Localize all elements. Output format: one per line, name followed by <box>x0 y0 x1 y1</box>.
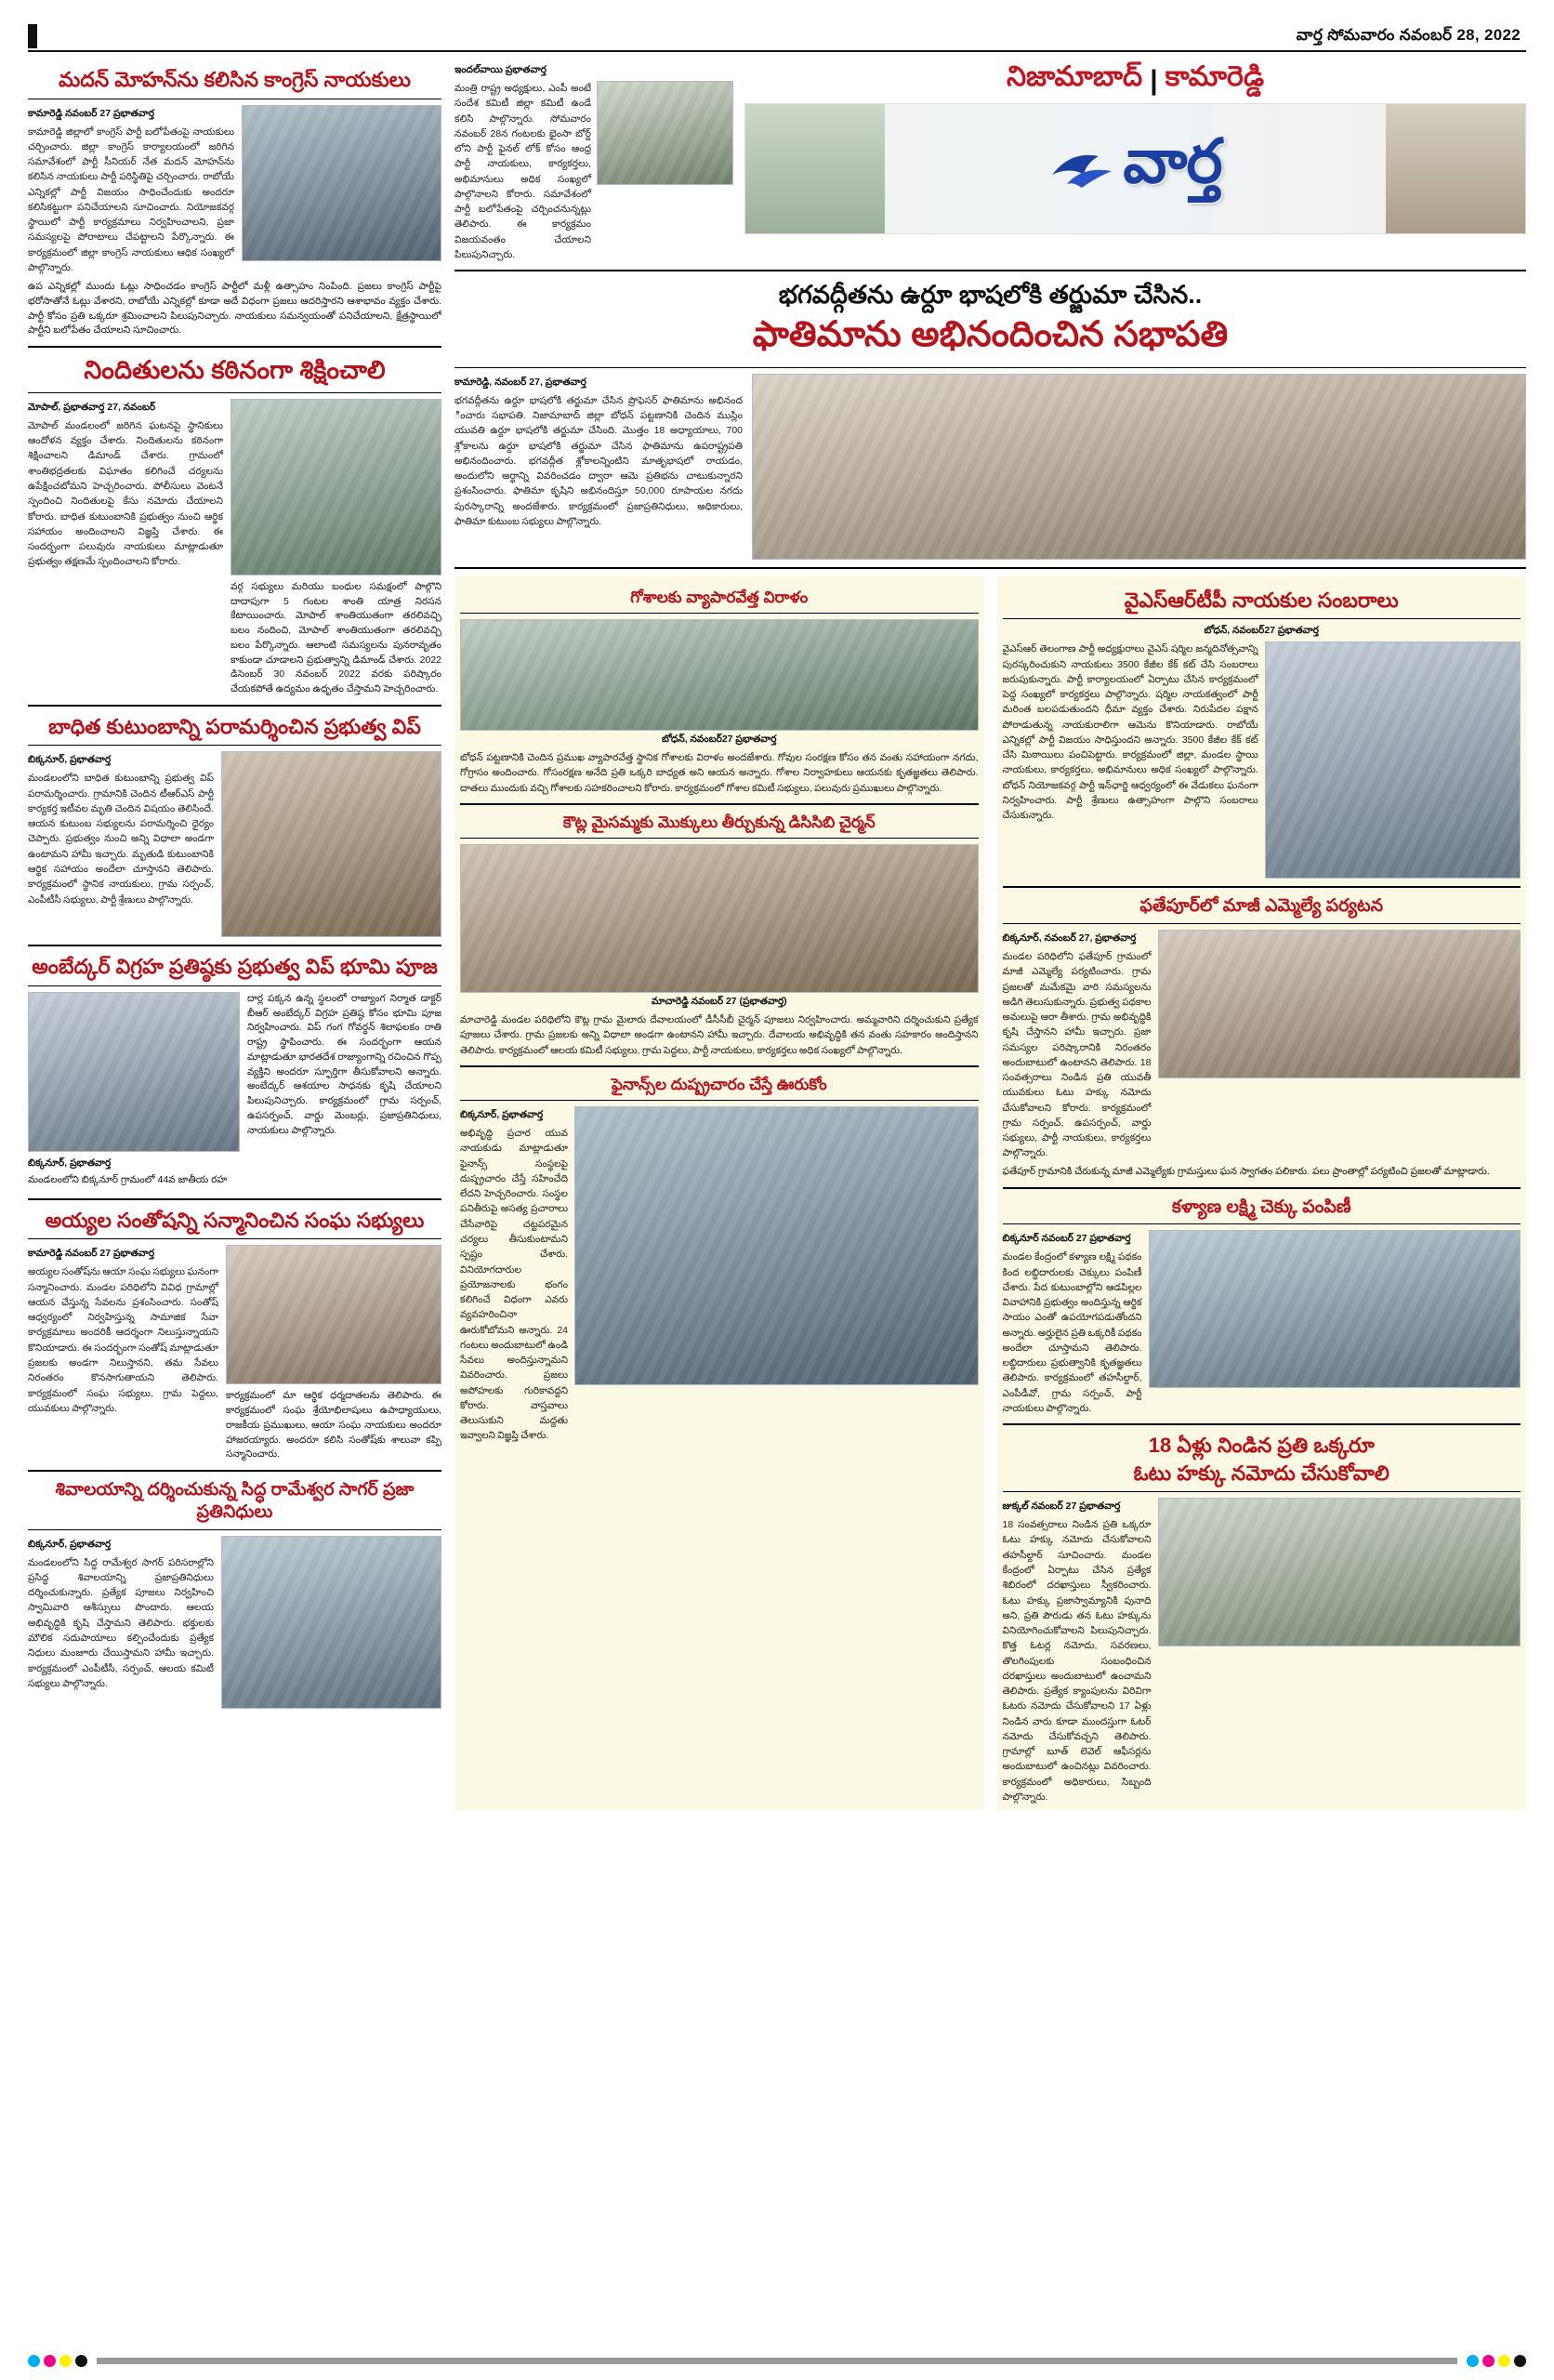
divider <box>28 705 441 707</box>
article-headline: వైఎస్ఆర్‌టీపీ నాయకుల సంబరాలు <box>1124 588 1399 612</box>
article-body: మోపాల్ మండలంలో జరిగిన ఘటనపై స్థానికులు ఆందోళన వ్యక్తం చేశారు. నిందితులను కఠినంగా శిక్షించాలని డిమాండ్ చేశారు. గ్రామంలో శాంతిభద్రతలకు విఘాతం కలిగించే చర్యలను ఉపేక్షించబోమని హెచ్చరించారు. పోలీసులు వెంటనే స్పందించి నిందితులపై కేసు నమోదు చేయాలని కోరారు. బాధిత కుటుంబానికి ప్రభుత్వం నుంచి ఆర్థిక సహాయం అందించాలని విజ్ఞప్తి చేశారు. ఈ సందర్భంగా పలువురు నాయకులు మాట్లాడుతూ ప్రభుత్వం తక్షణమే స్పందించాలని కోరారు. <box>28 419 223 568</box>
article-photo <box>460 619 979 731</box>
article-headline: ఫతేపూర్‌లో మాజీ ఎమ్మెల్యే పర్యటన <box>1139 896 1384 917</box>
article-body: మాచారెడ్డి మండల పరిధిలోని కౌట్ల గ్రామ మైలారు దేవాలయంలో డీసీసీబీ చైర్మన్ పూజలు నిర్వహించారు. అమ్మవారిని దర్శించుకుని ప్రత్యేక పూజలు చేశారు. గ్రామ ప్రజలకు అన్ని విధాలా అండగా ఉంటానని హామీ ఇచ్చారు. దేవాలయ అభివృద్ధికి తన వంతు సహకారం అందిస్తానని తెలిపారు. కార్యక్రమంలో ఆలయ కమిటీ సభ్యులు, గ్రామ పెద్దలు, పార్టీ నాయకులు, కార్యకర్తలు అధిక సంఖ్యలో పాల్గొన్నారు. <box>460 1014 979 1056</box>
edition-separator: | <box>1150 64 1158 96</box>
article-headline: బాధిత కుటుంబాన్ని పరామర్శించిన ప్రభుత్వ విప్ <box>48 714 421 738</box>
story-photo <box>597 81 733 185</box>
center-lower-column <box>454 576 984 1810</box>
article-ambedkar-bhoomi-puja <box>28 954 441 1191</box>
article-caption: కార్యక్రమంలో మా ఆర్థిక ధర్మదాతలను తెలిపారు. ఈ కార్యక్రమంలో సంఘ శ్రేయోభిలాషులు ఉపాధ్యాయులు, రాజకీయ ప్రముఖులు, ఆయా సంఘ నాయకులు అందరూ హాజరయ్యారు. అందరూ కలిసి సంతోష్‌కు శాలువా కప్పి సన్మానించారు. <box>226 1390 441 1461</box>
article-headline: గోశాలకు వ్యాపారవేత్త విరాళం <box>630 588 809 606</box>
article-byline: కామారెడ్డి నవంబర్ 27 ప్రభాతవార్త <box>28 1248 155 1260</box>
article-body: మండలంలోని సిద్ధ రామేశ్వర సాగర్ పరిసరాల్లోని ప్రసిద్ధ శివాలయాన్ని ప్రజాప్రతినిధులు దర్శించుకున్నారు. ప్రత్యేక పూజలు నిర్వహించి స్వామివారి ఆశీస్సులు పొందారు. ఆలయ అభివృద్ధికి కృషి చేస్తామని తెలిపారు. భక్తులకు మౌలిక సదుపాయాలు కల్పించేందుకు ప్రత్యేక నిధులు మంజూరు చేయిస్తామని హామీ ఇచ్చారు. కార్యక్రమంలో ఎంపీటీసీ, సర్పంచ్, ఆలయ కమిటీ సభ్యులు పాల్గొన్నారు. <box>28 1556 214 1689</box>
article-byline: మోపాల్, ప్రభాతవార్త 27, నవంబర్ <box>28 401 156 413</box>
color-dot-black <box>1514 2355 1526 2367</box>
article-headline: కౌట్ల మైసమ్మకు మొక్కులు తీర్చుకున్న డిసిసిబి చైర్మన్ <box>562 813 876 831</box>
article-photo <box>28 992 240 1152</box>
article-byline: బిక్కనూర్, ప్రభాతవార్త <box>28 1538 112 1550</box>
edition-left: నిజామాబాద్ <box>1006 61 1143 92</box>
article-finance <box>460 1075 979 1444</box>
article-headline: ఫైనాన్స్‌ల దుష్ప్రచారం చేస్తే ఊరుకోం <box>611 1075 827 1093</box>
feature-photo <box>752 374 1526 560</box>
divider <box>460 613 979 614</box>
article-ysrtp <box>1003 588 1521 879</box>
masthead-edition <box>744 61 1526 99</box>
divider <box>454 367 1526 368</box>
footer-dots-left <box>28 2355 87 2367</box>
article-headline-line1: 18 ఏళ్లు నిండిన ప్రతి ఒక్కరూ <box>1148 1434 1375 1458</box>
article-byline: బిక్కనూర్ నవంబర్ 27 ప్రభాతవార్త <box>1002 1233 1131 1245</box>
article-byline: బిక్కనూర్, నవంబర్ 27, ప్రభాతవార్త <box>1002 932 1137 945</box>
color-dot-magenta <box>44 2355 56 2367</box>
article-body: 18 సంవత్సరాలు నిండిన ప్రతి ఒక్కరూ ఓటు హక్కు నమోదు చేసుకోవాలని తహసీల్దార్ సూచించారు. మండల కేంద్రంలో ఏర్పాటు చేసిన ప్రత్యేక శిబిరంలో దరఖాస్తులు స్వీకరించారు. ఓటు హక్కు ప్రజాస్వామ్యానికి పునాది అని, ప్రతి పౌరుడు తన ఓటు హక్కును వినియోగించుకోవాలని పిలుపునిచ్చారు. కొత్త ఓటర్ల నమోదు, సవరణలు, తొలగింపులకు సంబంధించిన దరఖాస్తులు అందుబాటులో ఉంచామని తెలిపారు. ప్రత్యేక క్యాంపులను విరివిగా ఓటరు నమోదు చేసుకోవాలని 17 ఏళ్లు నిండిన వారు కూడా ముందస్తుగా ఓటర్ నమోదు చేసుకోవచ్చని తెలిపారు. గ్రామాల్లో బూత్ లెవెల్ ఆఫీసర్లను అందుబాటులో ఉంచినట్లు వివరించారు. కార్యక్రమంలో అధికారులు, సిబ్బంది పాల్గొన్నారు. <box>1002 1519 1152 1803</box>
footer-registration-bar <box>28 2350 1526 2371</box>
article-photo <box>1149 1230 1521 1388</box>
divider <box>28 1198 441 1200</box>
page-grid <box>28 61 1526 1810</box>
article-badhitha-kutumbam <box>28 714 441 938</box>
feature-headline-line1: భగవద్గీతను ఉర్దూ భాషలోకి తర్జుమా చేసిన.. <box>778 281 1203 310</box>
feature-body: భగవద్గీతను ఉర్దూ భాషలోకి తర్జుమా చేసిన ప్రొఫెసర్ ఫాతిమాను అభినంద ించారు సభాపతి. నిజామాబాద్ జిల్లా బోధన్ పట్టణానికి చెందిన ముస్లిం యువతి ఉర్దూ భాషలోకి తర్జుమా చేసింది. మొత్తం 18 అధ్యాయాలు, 700 శ్లోకాలను ఉర్దూ భాషలోకి తర్జుమా చేసిన ఫాతిమాను ఉపరాష్ట్రపతి అభినందించారు. భగవద్గీత శ్లోకాలన్నింటిని మాతృభాషలో రాయడం, అందులోని అర్థాన్ని వివరించడం ద్వారా ఆమె ప్రతిభను చాటుకున్నారని ప్రశంసించారు. ఫాతిమా కృషిని అభినందిస్తూ 50,000 రూపాయల నగదు పురస్కారాన్ని అందజేశారు. కార్యక్రమంలో ప్రజాప్రతినిధులు, అధికారులు, ఫాతిమా కుటుంబ సభ్యులు పాల్గొన్నారు. <box>454 394 743 527</box>
right-lower-column <box>997 576 1527 1810</box>
divider <box>28 985 441 986</box>
color-dot-black <box>75 2355 87 2367</box>
masthead <box>744 61 1526 234</box>
article-byline: బిక్కనూర్, ప్రభాతవార్త <box>460 1109 544 1121</box>
temple-left-image <box>745 104 885 233</box>
indalwai-story <box>454 61 733 262</box>
feature-byline: కామారెడ్డి, నవంబర్ 27, ప్రభాతవార్త <box>454 376 586 388</box>
color-dot-cyan <box>28 2355 40 2367</box>
article-byline: బిక్కనూర్, ప్రభాతవార్త <box>28 1157 112 1169</box>
article-byline: బిక్కనూర్, ప్రభాతవార్త <box>28 754 112 766</box>
article-fathepur <box>1003 895 1521 1179</box>
article-byline: బోధన్, నవంబర్27 ప్రభాతవార్త <box>1204 625 1320 637</box>
article-headline: శివాలయాన్ని దర్శించుకున్న సిద్ధ రామేశ్వర సాగర్ ప్రజా ప్రతినిధులు <box>55 1480 415 1522</box>
divider <box>28 392 441 393</box>
article-photo <box>1158 1498 1521 1646</box>
article-photo <box>242 105 441 261</box>
article-headline: అయ్యల సంతోషన్ని సన్మానించిన సంఘ సభ్యులు <box>45 1208 425 1232</box>
divider <box>460 838 979 839</box>
article-body: వైఎస్ఆర్ తెలంగాణ పార్టీ అధ్యక్షురాలు వైఎస్ షర్మిల జన్మదినోత్సవాన్ని పురస్కరించుకుని నాయకులు 3500 కేజీల కేక్ కట్ చేసి సంబరాలు జరుపుకున్నారు. పార్టీ కార్యాలయంలో ఏర్పాటు చేసిన కార్యక్రమంలో పెద్ద సంఖ్యలో కార్యకర్తలు పాల్గొన్నారు. షర్మిల నాయకత్వంలో పార్టీ మరింత బలపడుతుందని ధీమా వ్యక్తం చేశారు. నిరుపేదల పక్షాన పోరాడుతున్న నాయకురాలిగా ఆమెను కొనియాడారు. రాబోయే ఎన్నికల్లో పార్టీ విజయం సాధిస్తుందని అన్నారు. 3500 కేజీల కేక్ కట్ చేసి మిఠాయిలు పంచిపెట్టారు. కార్యక్రమంలో జిల్లా, మండల స్థాయి నాయకులు, కార్యకర్తలు, అభిమానులు అధిక సంఖ్యలో పాల్గొన్నారు. బోధన్ నియోజకవర్గ పార్టీ ఇన్‌ఛార్జి ఆధ్వర్యంలో ఈ వేడుకలు ఘనంగా నిర్వహించారు. పార్టీ శ్రేణులు ఉత్సాహంగా పాల్గొని సంబరాలు చేసుకున్నారు. <box>1002 643 1258 822</box>
article-koutla <box>460 813 979 1058</box>
article-photo <box>574 1106 979 1385</box>
temple-right-image <box>1386 104 1525 233</box>
article-body: మండలంలోని బాధిత కుటుంబాన్ని ప్రభుత్వ విప్ పరామర్శించారు. గ్రామానికి చెందిన టీఆర్ఎస్ పార్టీ కార్యకర్త ఇటీవల మృతి చెందిన విషయం తెలిసిందే. ఆయన కుటుంబ సభ్యులను పరామర్శించి ధైర్యం చెప్పారు. ప్రభుత్వం నుంచి అన్ని విధాలా అండగా ఉంటామని హామీ ఇచ్చారు. మృతుడి కుటుంబానికి ఆర్థిక సహాయం అందేలా చూస్తానని తెలిపారు. కార్యక్రమంలో స్థానిక నాయకులు, గ్రామ సర్పంచ్, ఎంపీటీసీ సభ్యులు, పార్టీ శ్రేణులు పాల్గొన్నారు. <box>28 773 214 906</box>
article-headline: మదన్ మోహన్‌ను కలిసిన కాంగ్రెస్ నాయకులు <box>58 68 411 91</box>
article-byline: జుక్కల్ నవంబర్ 27 ప్రభాతవార్త <box>1002 1501 1121 1513</box>
story-byline: ఇందల్‌వాయి ప్రభాతవార్త <box>454 64 547 75</box>
article-kalyana-lakshmi <box>1003 1197 1521 1417</box>
color-dot-yellow <box>1498 2355 1510 2367</box>
edition-right: కామారెడ్డి <box>1165 61 1265 92</box>
divider <box>1003 1491 1521 1492</box>
bird-logo-icon <box>1048 147 1117 192</box>
divider <box>1003 1187 1521 1189</box>
article-photo <box>1265 641 1521 879</box>
divider <box>28 745 441 746</box>
page-topbar <box>28 20 1526 52</box>
footer-dots-right <box>1467 2355 1526 2367</box>
divider <box>460 1065 979 1067</box>
article-body: కామారెడ్డి జిల్లాలో కాంగ్రెస్ పార్టీ బలోపేతంపై నాయకులు చర్చించారు. జిల్లా కాంగ్రెస్ కార్యాలయంలో జరిగిన సమావేశంలో పార్టీ సీనియర్ నేత మదన్ మోహన్‌ను కలిసిన నాయకులు పార్టీ పరిస్థితిపై చర్చించారు. రాబోయే ఎన్నికల్లో పార్టీ విజయం సాధించేందుకు అందరూ కలిసికట్టుగా పనిచేయాలని సూచించారు. నియోజకవర్గ స్థాయిలో పార్టీ కార్యక్రమాలు నిర్వహించాలని, ప్రజా సమస్యలపై పోరాటాలు చేపట్టాలని పేర్కొన్నారు. ఈ కార్యక్రమంలో జిల్లా కాంగ్రెస్ నాయకులు ఆధిక సంఖ్యలో పాల్గొన్నారు. <box>28 126 234 273</box>
divider <box>28 945 441 946</box>
article-photo <box>221 1536 441 1709</box>
dateline: వార్త సోమవారం నవంబర్ 28, 2022 <box>1296 26 1521 44</box>
article-nindithulanu <box>28 355 441 697</box>
article-headline: అంబేద్కర్ విగ్రహ ప్రతిష్ఠకు ప్రభుత్వ విప్ భూమి పూజ <box>32 955 438 979</box>
article-photo <box>226 1245 441 1384</box>
article-photo <box>460 844 979 993</box>
article-body: బోధన్ పట్టణానికి చెందిన ప్రముఖ వ్యాపారవేత్త స్థానిక గోశాలకు విరాళం అందజేశారు. గోవుల సంరక్షణ కోసం తన వంతు సహాయంగా నగదు, గోగ్రాసం అందించారు. గోసంరక్షణ అనేది ప్రతి ఒక్కరి బాధ్యత అని ఆయన అన్నారు. గోశాల నిర్వాహకులు ఆయనకు కృతజ్ఞతలు తెలిపారు. దాతలు ముందుకు వచ్చి గోశాలకు సహకరించాలని కోరారు. కార్యక్రమంలో గోశాల కమిటీ సభ్యులు, పలువురు ప్రముఖులు పాల్గొన్నారు. <box>460 752 979 794</box>
left-column <box>28 61 441 1810</box>
article-byline: మాచారెడ్డి నవంబర్ 27 (ప్రభాతవార్త) <box>651 996 787 1008</box>
story-body: మంత్రి రాష్ట్ర అధ్యక్షులు, ఎంపీ అంటే సందేశ కమిటీ జిల్లా కమిటీ ఉండే కలిసి పాల్గొన్నారు. సోమవారం నవంబర్ 28న గంటలకు భైంసా బోర్డ్ లోని పార్టీ ఫైనల్ లోక్ కోసం ఆంధ్ర పార్టీ నాయకులు, కార్యకర్తలు, అభిమానులు అధిక సంఖ్యలో పాల్గొనాలని కోరారు. సమావేశంలో పార్టీ బలోపేతంపై చర్చించనున్నట్లు తెలిపారు. ఈ కార్యక్రమం విజయవంతం చేయాలని పిలుపునిచ్చారు. <box>454 83 591 260</box>
article-byline: కామారెడ్డి నవంబర్ 27 ప్రభాతవార్త <box>28 107 155 119</box>
divider <box>28 1529 441 1530</box>
article-gosala <box>460 588 979 796</box>
article-ayyala-santhosh <box>28 1208 441 1462</box>
footer-rule <box>97 2358 1457 2364</box>
divider <box>28 1238 441 1239</box>
article-madan-mohan <box>28 67 441 338</box>
article-byline-secondary: మండలంలోని బిక్కనూర్ గ్రామంలో 44వ జాతీయ రహ <box>28 1173 228 1185</box>
color-dot-cyan <box>1467 2355 1479 2367</box>
article-caption: ఫతేపూర్ గ్రామానికి చేరుకున్న మాజీ ఎమ్మెల్యేకు గ్రామస్తులు ఘన స్వాగతం పలికారు. పలు ప్రాంతాల్లో పర్యటించి ప్రజలతో మాట్లాడారు. <box>1002 1165 1490 1177</box>
masthead-title: వార్త <box>1123 126 1222 195</box>
article-photo <box>221 751 441 937</box>
divider <box>454 567 1526 569</box>
article-caption: వర్గ సభ్యులు మరియు బంధుల సమక్షంలో పాల్గొని దాదాపుగా 5 గంటల శాంతి యాత్ర నిరసన కేటాయించారు. మోపాల్ శాంతియుతంగా తరలివచ్చి బలం నందించి, మోపాల్ శాంతియుతంగా తరలివచ్చి బలం పేర్కొన్నారు. ఆలాంటి సమస్యలను పునరావృతం కాకుండా చూడాలని ప్రభుత్వాన్ని డిమాండ్ చేశారు. 2022 డిసెంబర్ 30 నవంబర్ 2022 వరకు పరిష్కారం చేయకపోతే ఉద్యమం ఉధృతం చేస్తామని హెచ్చరించారు. <box>230 580 441 695</box>
divider <box>460 1100 979 1101</box>
divider <box>1003 1423 1521 1425</box>
divider <box>1003 886 1521 888</box>
article-photo <box>1158 930 1521 1078</box>
article-body: మండల పరిధిలోని ఫతేపూర్ గ్రామంలో మాజీ ఎమ్మెల్యే పర్యటించారు. గ్రామ ప్రజలతో మమేకమై వారి సమస్యలను అడిగి తెలుసుకున్నారు. ప్రభుత్వ పథకాల అమలుపై ఆరా తీశారు. గ్రామ అభివృద్ధికి కృషి చేస్తానని హామీ ఇచ్చారు. ప్రజా సమస్యల పరిష్కారానికి నిరంతరం అందుబాటులో ఉంటానని తెలిపారు. 18 సంవత్సరాలు నిండిన ప్రతి యువతీ యువకులు ఓటు హక్కు నమోదు చేసుకోవాలని కోరారు. కార్యక్రమంలో గ్రామ సర్పంచ్, ఉపసర్పంచ్, వార్డు సభ్యులు, పార్టీ నాయకులు, కార్యకర్తలు పాల్గొన్నారు. <box>1002 951 1152 1159</box>
center-right-region <box>454 61 1526 1810</box>
article-body: మండల కేంద్రంలో కళ్యాణ లక్ష్మి పథకం కింద లబ్ధిదారులకు చెక్కులు పంపిణీ చేశారు. పేద కుటుంబాల్లోని ఆడపిల్లల వివాహానికి ప్రభుత్వం అందిస్తున్న ఆర్థిక సాయం ఎంతో ఉపయోగపడుతోందని అన్నారు. అర్హులైన ప్రతి ఒక్కరికీ పథకం అందేలా చూస్తామని తెలిపారు. లబ్ధిదారులు ప్రభుత్వానికి కృతజ్ఞతలు తెలిపారు. కార్యక్రమంలో తహసీల్దార్, ఎంపీడీవో, గ్రామ సర్పంచ్, పార్టీ నాయకులు పాల్గొన్నారు. <box>1002 1251 1142 1414</box>
article-caption: ఉప ఎన్నికల్లో ముందు ఓట్లు సాధించడం కాంగ్రెస్ పార్టీలో మళ్లీ ఉత్సాహం నింపింది. ప్రజలు కాంగ్రెస్ పార్టీపై భరోసాతోనే ఓట్లు వేశారని, రాబోయే ఎన్నికల్లో కూడా అదే విధంగా ప్రజలు ఆదరిస్తారని ఆశాభావం వ్యక్తం చేశారు. పార్టీ కోసం ప్రతి ఒక్కరూ శ్రమించాలని పిలుపునిచ్చారు. నాయకులు సమన్వయంతో పనిచేయాలని, క్షేత్రస్థాయిలో పార్టీని బలోపేతం చేయాలని సూచించారు. <box>28 281 441 337</box>
article-photo <box>230 399 441 575</box>
divider <box>1003 1223 1521 1224</box>
feature-headline-line2: ఫాతిమాను అభినందించిన సభాపతి <box>752 315 1229 355</box>
feature-article <box>454 279 1526 560</box>
masthead-logo-band <box>744 103 1526 234</box>
top-left-mark <box>28 24 37 48</box>
article-headline: నిందితులను కఠినంగా శిక్షించాలి <box>84 356 386 385</box>
article-body: అయ్యల సంతోష్‌ను ఆయా సంఘ సభ్యులు ఘనంగా సన్మానించారు. మండల పరిధిలోని వివిధ గ్రామాల్లో ఆయన చేస్తున్న సేవలను ప్రశంసించారు. సంతోష్ ఆధ్వర్యంలో నిర్వహిస్తున్న సామాజిక సేవా కార్యక్రమాలు అందరికీ ఆదర్శంగా నిలుస్తున్నాయని కొనియాడారు. ఈ సందర్భంగా సంతోష్ మాట్లాడుతూ ప్రజలకు అండగా నిలుస్తానని, తమ సేవలు నిరంతరం కొనసాగుతాయని తెలిపారు. కార్యక్రమంలో సంఘ సభ్యులు, గ్రామ పెద్దలు, యువకులు పాల్గొన్నారు. <box>28 1266 218 1414</box>
article-shivalayam <box>28 1479 441 1709</box>
article-headline-line2: ఓటు హక్కు నమోదు చేసుకోవాలి <box>1133 1461 1389 1485</box>
color-dot-yellow <box>59 2355 72 2367</box>
color-dot-magenta <box>1482 2355 1495 2367</box>
article-caption: దార్ల పక్కన ఉన్న స్థలంలో రాజ్యాంగ నిర్మాత డాక్టర్ బీఆర్ అంబేద్కర్ విగ్రహ ప్రతిష్ఠ కోసం భూమి పూజ నిర్వహించారు. విప్ గంగ గోవర్ధన్ శిలాఫలకం రాతి రాష్ట్ర స్థాపించారు. ఈ సందర్భంగా ఆయన మాట్లాడుతూ భారతదేశ రాజ్యాంగాన్ని రచించిన గొప్ప వ్యక్తిని అందరూ స్ఫూర్తిగా తీసుకోవాలని అన్నారు. అంబేద్కర్ ఆశయాల సాధనకు కృషి చేయాలని పిలుపునిచ్చారు. కార్యక్రమంలో గ్రామ సర్పంచ్, ఉపసర్పంచ్, వార్డు మెంబర్లు, ప్రజాప్రతినిధులు, నాయకులు పాల్గొన్నారు. <box>247 992 441 1136</box>
article-vote-registration <box>1003 1433 1521 1805</box>
divider <box>28 346 441 348</box>
divider <box>454 270 1526 271</box>
article-byline: బోధన్, నవంబర్27 ప్రభాతవార్త <box>661 734 777 746</box>
article-body: అభివృద్ధి ప్రచార యువ నాయకుడు మాట్లాడుతూ ఫైనాన్స్ సంస్థలపై దుష్ప్రచారం చేస్తే సహించేది లేదని హెచ్చరించారు. సంస్థల పనితీరుపై అసత్య ప్రచారాలు చేసేవారిపై చట్టపరమైన చర్యలు తీసుకుంటామని స్పష్టం చేశారు. వినియోగదారుల ప్రయోజనాలకు భంగం కలిగించే విధంగా ఎవరు వ్యవహరించినా ఊరుకోబోమని అన్నారు. 24 గంటలు అందుబాటులో ఉండి సేవలు అందిస్తున్నామని వివరించారు. ప్రజలు అపోహలకు గురికావద్దని కోరారు. వాస్తవాలు తెలుసుకుని మద్దతు ఇవ్వాలని విజ్ఞప్తి చేశారు. <box>460 1128 568 1442</box>
divider <box>28 1470 441 1472</box>
divider <box>460 803 979 805</box>
divider <box>1003 923 1521 924</box>
divider <box>1003 618 1521 619</box>
article-headline: కళ్యాణ లక్ష్మి చెక్కు పంపిణీ <box>1171 1197 1351 1217</box>
